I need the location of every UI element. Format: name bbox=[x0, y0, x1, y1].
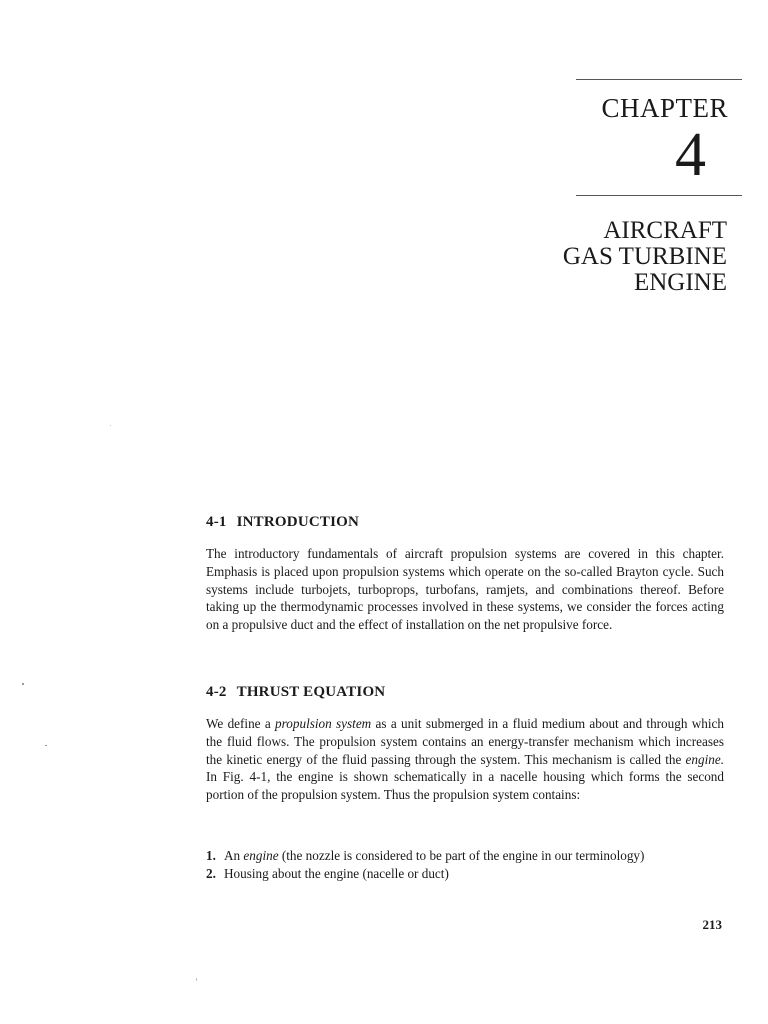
section-title: INTRODUCTION bbox=[236, 514, 360, 530]
list-item-text: An bbox=[224, 848, 244, 863]
section-heading-introduction bbox=[206, 514, 359, 531]
paragraph-text: as a unit submerged in a fluid medium about and through which the fluid flows. The propulsion system contains an energy-transfer mechanism which increases the kinetic energy of the fluid passing through the system. This mechanism is called the bbox=[206, 716, 724, 767]
chapter-title bbox=[563, 218, 727, 296]
list-item-number: 1. bbox=[206, 848, 216, 863]
list-item-text: (the nozzle is considered to be part of the engine in our terminology) bbox=[278, 848, 645, 863]
section-number: 4-2 bbox=[206, 684, 227, 700]
list-item bbox=[206, 847, 724, 865]
scan-speck bbox=[45, 745, 47, 746]
list-item-number: 2. bbox=[206, 865, 216, 881]
scan-speck bbox=[110, 425, 111, 426]
list-item-emphasis: engine bbox=[243, 848, 279, 863]
propulsion-system-components-list bbox=[206, 847, 724, 883]
term-engine: engine. bbox=[685, 751, 724, 767]
chapter-number bbox=[628, 121, 728, 189]
term-propulsion-system: propulsion system bbox=[275, 716, 372, 731]
chapter-label: CHAPTER bbox=[601, 93, 728, 123]
chapter-title-line-3: ENGINE bbox=[633, 269, 727, 296]
section-number: 4-1 bbox=[206, 514, 227, 530]
list-item bbox=[206, 865, 724, 883]
introduction-paragraph: The introductory fundamentals of aircraft propulsion systems are covered in this chapter. Emphasis is placed upon propulsion systems which operate on the so-called Brayton cycle. Such systems include turbojets, turboprops, turbofans, ramjets, and combinations thereof. Before taking up the thermodynamic processes involved in these systems, we consider the forces acting on a propulsive duct and the effect of installation on the net propulsive force. bbox=[206, 546, 724, 633]
list-item-text: Housing about the engine (nacelle or duct) bbox=[224, 865, 449, 881]
paragraph-text: In Fig. 4-1, the engine is shown schematically in a nacelle housing which forms the second portion of the propulsion system. Thus the propulsion system contains: bbox=[206, 769, 724, 803]
section-heading-thrust-equation bbox=[206, 684, 385, 701]
page-number: 213 bbox=[702, 917, 722, 932]
chapter-top-rule bbox=[576, 79, 742, 80]
scan-speck bbox=[22, 683, 24, 685]
thrust-equation-paragraph bbox=[206, 715, 724, 804]
chapter-title-line-1: AIRCRAFT bbox=[603, 217, 727, 244]
chapter-title-line-2: GAS TURBINE bbox=[562, 243, 727, 270]
section-title: THRUST EQUATION bbox=[236, 684, 386, 700]
paragraph-text: We define a bbox=[206, 716, 276, 731]
chapter-number-text: 4 bbox=[675, 121, 706, 189]
scan-speck bbox=[196, 978, 197, 981]
chapter-bottom-rule bbox=[576, 195, 742, 196]
